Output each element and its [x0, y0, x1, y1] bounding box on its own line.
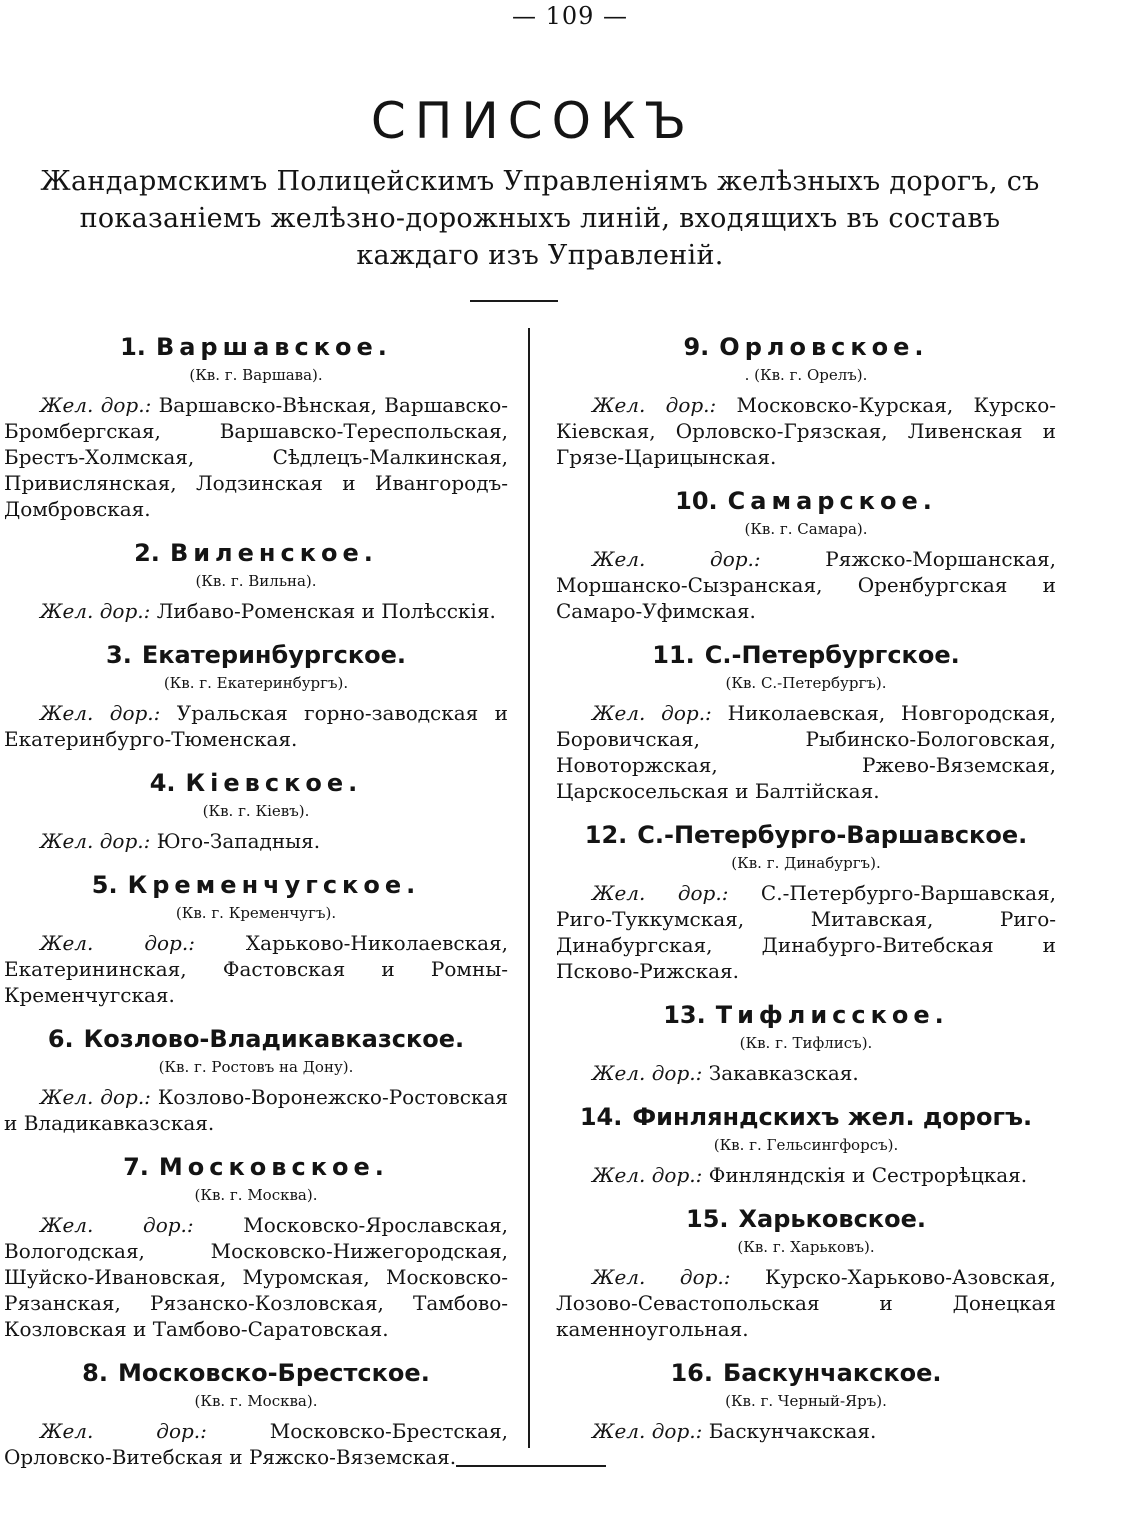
roads-prefix: Жел. дор.: — [40, 1213, 194, 1237]
entry-headquarters: (Кв. С.-Петербургъ). — [725, 674, 887, 692]
entry-heading — [4, 330, 508, 364]
roads-list: Либаво-Роменская и Полѣсскія. — [156, 599, 496, 623]
roads-list: Варшавско-Вѣнская, Варшавско-Бромбергская, Варшавско-Тереспольская, Брестъ-Холмская, Сѣдлецъ-Малкинская, Привислянская, Лодзинская и Ивангородъ-Домбровская. — [4, 393, 508, 521]
entry-name: Харьковское. — [738, 1205, 926, 1233]
entry-number: 1. — [120, 333, 146, 361]
entry-heading — [4, 536, 508, 570]
roads-list: Закавказская. — [708, 1061, 859, 1085]
roads-prefix: Жел. дор.: — [40, 1419, 207, 1443]
entry-heading — [4, 766, 508, 800]
page-number: — 109 — — [511, 2, 629, 30]
entry-name: Кременчугское. — [127, 871, 421, 899]
entry-name: Екатеринбургское. — [141, 641, 406, 669]
entry-roads — [556, 880, 1056, 984]
directorate-entry — [4, 638, 508, 752]
roads-prefix: Жел. дор.: — [40, 701, 161, 725]
entry-headquarters: (Кв. г. Харьковъ). — [737, 1238, 875, 1256]
entry-heading — [4, 1022, 508, 1056]
entry-heading — [556, 1100, 1056, 1134]
right-column — [556, 330, 1056, 1458]
entry-headquarters: (Кв. г. Ростовъ на Дону). — [158, 1058, 354, 1076]
roads-prefix: Жел. дор.: — [592, 393, 717, 417]
entry-name: Баскунчакское. — [722, 1359, 942, 1387]
entry-heading — [556, 998, 1056, 1032]
left-column — [4, 330, 508, 1484]
column-divider — [528, 328, 530, 1448]
entry-name: Козлово-Владикавказское. — [83, 1025, 465, 1053]
entry-heading — [556, 1356, 1056, 1390]
entry-roads — [556, 392, 1056, 470]
roads-prefix: Жел. дор.: — [40, 599, 151, 623]
entry-roads — [4, 930, 508, 1008]
entry-name: Тифлисское. — [715, 1001, 949, 1029]
entry-number: 3. — [106, 641, 132, 669]
entry-number: 6. — [47, 1025, 74, 1053]
entry-roads — [556, 1264, 1056, 1342]
entry-heading — [556, 638, 1056, 672]
directorate-entry — [556, 484, 1056, 624]
entry-number: 9. — [683, 333, 710, 361]
entry-name: С.-Петербургское. — [704, 641, 960, 669]
entry-headquarters: (Кв. г. Самара). — [744, 520, 868, 538]
roads-list: Козлово-Воронежско-Ростовская и Владикавказская. — [4, 1085, 509, 1135]
entry-heading — [4, 638, 508, 672]
roads-list: Ряжско-Моршанская, Моршанско-Сызранская, Оренбургская и Самаро-Уфимская. — [556, 547, 1057, 623]
entry-number: 12. — [584, 821, 628, 849]
page-subtitle: Жандармскимъ Полицейскимъ Управленіямъ желѣзныхъ дорогъ, съ показаніемъ желѣзно-дорожныхъ линій, входящихъ въ составъ каждаго изъ Управленій. — [40, 166, 1040, 271]
entry-headquarters: (Кв. г. Тифлисъ). — [739, 1034, 873, 1052]
directorate-entry — [556, 998, 1056, 1086]
entry-name: Финляндскихъ жел. дорогъ. — [632, 1103, 1033, 1131]
entry-number: 13. — [663, 1001, 706, 1029]
roads-list: Уральская горно-заводская и Екатеринбурго-Тюменская. — [4, 701, 508, 751]
roads-prefix: Жел. дор.: — [40, 393, 152, 417]
entry-number: 4. — [149, 769, 176, 797]
entry-headquarters: (Кв. г. Динабургъ). — [731, 854, 881, 872]
entry-number: 10. — [675, 487, 718, 515]
roads-list: Харьково-Николаевская, Екатерининская, Фастовская и Ромны-Кременчугская. — [4, 931, 509, 1007]
entry-name: Московско-Брестское. — [118, 1359, 430, 1387]
roads-prefix: Жел. дор.: — [592, 1265, 731, 1289]
entry-heading — [4, 868, 508, 902]
entry-headquarters: (Кв. г. Кременчугъ). — [175, 904, 337, 922]
entry-roads — [556, 1418, 1056, 1444]
entry-roads — [4, 1418, 508, 1470]
roads-prefix: Жел. дор.: — [592, 701, 712, 725]
directorate-entry — [4, 536, 508, 624]
directorate-entry — [556, 818, 1056, 984]
entry-number: 11. — [652, 641, 695, 669]
entry-roads — [556, 1162, 1056, 1188]
roads-list: Московско-Брестская, Орловско-Витебская и Ряжско-Вяземская. — [4, 1419, 508, 1469]
roads-prefix: Жел. дор.: — [592, 1163, 703, 1187]
entry-number: 7. — [123, 1153, 149, 1181]
roads-list: Баскунчакская. — [708, 1419, 877, 1443]
entry-headquarters: (Кв. г. Кіевъ). — [202, 802, 310, 820]
roads-list: Николаевская, Новгородская, Боровичская, Рыбинско-Бологовская, Новоторжская, Ржево-Вяземская, Царскосельская и Балтійская. — [556, 701, 1057, 803]
entry-headquarters: (Кв. г. Вильна). — [195, 572, 317, 590]
entry-number: 5. — [91, 871, 118, 899]
entry-headquarters: (Кв. г. Гельсингфорсъ). — [713, 1136, 899, 1154]
entry-headquarters: . (Кв. г. Орелъ). — [744, 366, 868, 384]
entry-number: 2. — [134, 539, 160, 567]
entry-number: 14. — [579, 1103, 623, 1131]
entry-roads — [4, 700, 508, 752]
roads-prefix: Жел. дор.: — [592, 881, 729, 905]
page-title: СПИСОКЪ — [370, 92, 696, 150]
roads-prefix: Жел. дор.: — [592, 547, 761, 571]
directorate-entry — [556, 1202, 1056, 1342]
roads-prefix: Жел. дор.: — [40, 1085, 151, 1109]
entry-headquarters: (Кв. г. Черный-Яръ). — [725, 1392, 887, 1410]
directorate-entry — [4, 1150, 508, 1342]
entry-number: 16. — [670, 1359, 713, 1387]
directorate-entry — [556, 638, 1056, 804]
entry-heading — [556, 818, 1056, 852]
directorate-entry — [4, 330, 508, 522]
entry-roads — [4, 1084, 508, 1136]
entry-name: Орловское. — [719, 333, 929, 361]
entry-roads — [4, 828, 508, 854]
entry-headquarters: (Кв. г. Варшава). — [189, 366, 323, 384]
roads-list: Курско-Харьково-Азовская, Лозово-Севастопольская и Донецкая каменноугольная. — [556, 1265, 1057, 1341]
entry-roads — [4, 1212, 508, 1342]
directorate-entry — [556, 1100, 1056, 1188]
entry-name: Кіевское. — [185, 769, 363, 797]
top-rule — [470, 300, 558, 302]
entry-heading — [4, 1356, 508, 1390]
bottom-rule — [456, 1465, 606, 1467]
roads-list: Московско-Ярославская, Вологодская, Московско-Нижегородская, Шуйско-Ивановская, Муромская, Московско-Рязанская, Рязанско-Козловская, Тамбово-Козловская и Тамбово-Саратовская. — [4, 1213, 509, 1341]
entry-roads — [4, 598, 508, 624]
directorate-entry — [556, 330, 1056, 470]
roads-prefix: Жел. дор.: — [40, 829, 151, 853]
entry-headquarters: (Кв. г. Москва). — [194, 1186, 318, 1204]
entry-name: Варшавское. — [155, 333, 392, 361]
entry-roads — [556, 1060, 1056, 1086]
directorate-entry — [4, 1022, 508, 1136]
roads-list: Юго-Западныя. — [156, 829, 321, 853]
roads-prefix: Жел. дор.: — [592, 1419, 703, 1443]
roads-list: С.-Петербурго-Варшавская, Риго-Туккумская, Митавская, Риго-Динабургская, Динабурго-Витебская и Псково-Рижская. — [556, 881, 1057, 983]
roads-prefix: Жел. дор.: — [40, 931, 195, 955]
directorate-entry — [4, 766, 508, 854]
entry-heading — [556, 330, 1056, 364]
directorate-entry — [4, 1356, 508, 1470]
entry-name: Виленское. — [169, 539, 378, 567]
entry-heading — [4, 1150, 508, 1184]
roads-list: Финляндскія и Сестрорѣцкая. — [708, 1163, 1028, 1187]
roads-prefix: Жел. дор.: — [592, 1061, 703, 1085]
directorate-entry — [556, 1356, 1056, 1444]
entry-number: 15. — [686, 1205, 729, 1233]
entry-heading — [556, 1202, 1056, 1236]
entry-roads — [556, 700, 1056, 804]
roads-list: Московско-Курская, Курско-Кіевская, Орловско-Грязская, Ливенская и Грязе-Царицынская. — [556, 393, 1057, 469]
entry-name: С.-Петербурго-Варшавское. — [637, 821, 1028, 849]
entry-headquarters: (Кв. г. Москва). — [194, 1392, 318, 1410]
entry-headquarters: (Кв. г. Екатеринбургъ). — [163, 674, 349, 692]
entry-roads — [556, 546, 1056, 624]
entry-name: Самарское. — [727, 487, 937, 515]
directorate-entry — [4, 868, 508, 1008]
entry-name: Московское. — [158, 1153, 389, 1181]
entry-heading — [556, 484, 1056, 518]
entry-roads — [4, 392, 508, 522]
entry-number: 8. — [82, 1359, 108, 1387]
